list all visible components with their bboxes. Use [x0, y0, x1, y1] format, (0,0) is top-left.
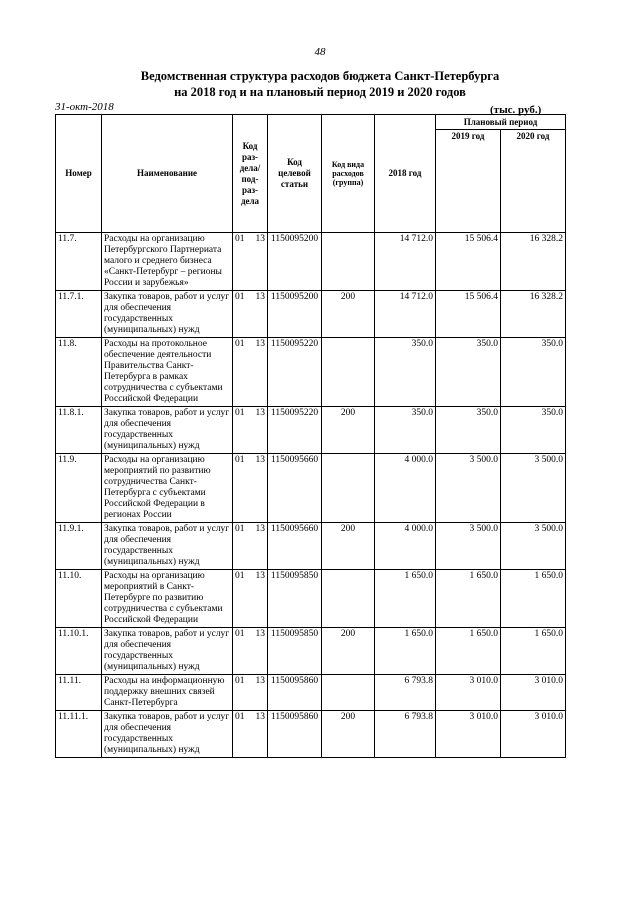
- row-2018: 350.0: [375, 407, 436, 454]
- document-title: [0, 68, 640, 100]
- row-target: 1150095860: [268, 675, 322, 711]
- row-section: [233, 407, 268, 454]
- row-name: Закупка товаров, работ и услуг для обеспечения государственных (муниципальных) нужд: [102, 407, 233, 454]
- row-subsection-code: 13: [255, 234, 265, 244]
- row-name: Расходы на организацию Петербургского Партнериата малого и среднего бизнеса «Санкт-Петербург – регионы России и зарубежья»: [102, 233, 233, 291]
- row-2019: 3 500.0: [436, 523, 501, 570]
- row-2018: 350.0: [375, 338, 436, 407]
- row-2020: 16 328.2: [501, 291, 566, 338]
- row-number: 11.10.: [56, 570, 102, 628]
- row-expense-type: 200: [322, 711, 375, 758]
- row-number: 11.8.1.: [56, 407, 102, 454]
- row-expense-type: 200: [322, 291, 375, 338]
- units-label: (тыс. руб.): [490, 104, 542, 116]
- row-2019: 15 506.4: [436, 233, 501, 291]
- row-2020: 350.0: [501, 407, 566, 454]
- row-target: 1150095850: [268, 628, 322, 675]
- row-2019: 1 650.0: [436, 570, 501, 628]
- table-row: [56, 291, 566, 338]
- row-2018: 6 793.8: [375, 675, 436, 711]
- row-name: Закупка товаров, работ и услуг для обеспечения государственных (муниципальных) нужд: [102, 523, 233, 570]
- row-subsection-code: 13: [255, 339, 265, 349]
- table-row: [56, 338, 566, 407]
- table-row: [56, 233, 566, 291]
- row-name: Расходы на организацию мероприятий по развитию сотрудничества Санкт-Петербурга с субъектами Российской Федерации в регионах России: [102, 454, 233, 523]
- row-name: Расходы на информационную поддержку внешних связей Санкт-Петербурга: [102, 675, 233, 711]
- header-planned-period: Плановый период: [436, 115, 566, 130]
- row-expense-type: [322, 454, 375, 523]
- header-number: Номер: [56, 115, 102, 233]
- row-expense-type: 200: [322, 628, 375, 675]
- row-2018: 6 793.8: [375, 711, 436, 758]
- header-target: Код целевой статьи: [268, 115, 322, 233]
- row-section-code: 01: [235, 292, 245, 302]
- page-number: 48: [314, 46, 326, 58]
- title-line-1: Ведомственная структура расходов бюджета Санкт-Петербурга: [140, 69, 500, 83]
- row-target: 1150095660: [268, 523, 322, 570]
- header-2020: 2020 год: [501, 130, 566, 233]
- row-2020: 350.0: [501, 338, 566, 407]
- row-2020: 1 650.0: [501, 628, 566, 675]
- row-2019: 3 010.0: [436, 675, 501, 711]
- row-name: Расходы на организацию мероприятий в Санкт-Петербурге по развитию сотрудничества с субъектами Российской Федерации: [102, 570, 233, 628]
- row-name: Закупка товаров, работ и услуг для обеспечения государственных (муниципальных) нужд: [102, 291, 233, 338]
- row-section: [233, 628, 268, 675]
- row-2019: 350.0: [436, 338, 501, 407]
- table-row: [56, 628, 566, 675]
- header-section: Код раз-дела/ под-раз-дела: [233, 115, 268, 233]
- row-2020: 3 500.0: [501, 454, 566, 523]
- row-number: 11.11.1.: [56, 711, 102, 758]
- row-subsection-code: 13: [255, 571, 265, 581]
- document-date: 31-окт-2018: [55, 101, 114, 113]
- row-section-code: 01: [235, 408, 245, 418]
- row-section-code: 01: [235, 629, 245, 639]
- row-subsection-code: 13: [255, 524, 265, 534]
- row-2018: 14 712.0: [375, 233, 436, 291]
- table-row: [56, 570, 566, 628]
- row-target: 1150095850: [268, 570, 322, 628]
- row-2019: 3 010.0: [436, 711, 501, 758]
- row-2018: 4 000.0: [375, 523, 436, 570]
- row-name: Закупка товаров, работ и услуг для обеспечения государственных (муниципальных) нужд: [102, 628, 233, 675]
- row-expense-type: [322, 570, 375, 628]
- row-number: 11.9.: [56, 454, 102, 523]
- row-expense-type: 200: [322, 523, 375, 570]
- row-section: [233, 523, 268, 570]
- header-expense-type: Код вида расходов (группа): [322, 115, 375, 233]
- table-row: [56, 523, 566, 570]
- row-target: 1150095200: [268, 233, 322, 291]
- row-subsection-code: 13: [255, 629, 265, 639]
- budget-table: [55, 114, 566, 758]
- row-2020: 1 650.0: [501, 570, 566, 628]
- row-subsection-code: 13: [255, 455, 265, 465]
- row-subsection-code: 13: [255, 408, 265, 418]
- row-section-code: 01: [235, 339, 245, 349]
- row-2019: 350.0: [436, 407, 501, 454]
- row-section-code: 01: [235, 571, 245, 581]
- row-number: 11.7.: [56, 233, 102, 291]
- row-target: 1150095220: [268, 338, 322, 407]
- row-section-code: 01: [235, 676, 245, 686]
- row-2018: 1 650.0: [375, 628, 436, 675]
- row-subsection-code: 13: [255, 676, 265, 686]
- row-target: 1150095200: [268, 291, 322, 338]
- row-2019: 1 650.0: [436, 628, 501, 675]
- row-section: [233, 711, 268, 758]
- header-2019: 2019 год: [436, 130, 501, 233]
- row-section-code: 01: [235, 234, 245, 244]
- row-number: 11.8.: [56, 338, 102, 407]
- row-number: 11.9.1.: [56, 523, 102, 570]
- row-target: 1150095660: [268, 454, 322, 523]
- row-2020: 3 010.0: [501, 675, 566, 711]
- row-number: 11.7.1.: [56, 291, 102, 338]
- row-name: Расходы на протокольное обеспечение деятельности Правительства Санкт-Петербурга в рамках сотрудничества с субъектами Российской Федерации: [102, 338, 233, 407]
- table-row: [56, 711, 566, 758]
- row-number: 11.10.1.: [56, 628, 102, 675]
- row-expense-type: [322, 338, 375, 407]
- header-name: Наименование: [102, 115, 233, 233]
- row-2020: 3 500.0: [501, 523, 566, 570]
- row-section: [233, 338, 268, 407]
- row-subsection-code: 13: [255, 292, 265, 302]
- row-2020: 3 010.0: [501, 711, 566, 758]
- row-target: 1150095860: [268, 711, 322, 758]
- row-2019: 3 500.0: [436, 454, 501, 523]
- row-subsection-code: 13: [255, 712, 265, 722]
- row-name: Закупка товаров, работ и услуг для обеспечения государственных (муниципальных) нужд: [102, 711, 233, 758]
- table-row: [56, 675, 566, 711]
- table-row: [56, 454, 566, 523]
- row-section: [233, 233, 268, 291]
- row-section-code: 01: [235, 524, 245, 534]
- row-2019: 15 506.4: [436, 291, 501, 338]
- row-expense-type: [322, 233, 375, 291]
- row-section: [233, 291, 268, 338]
- row-expense-type: 200: [322, 407, 375, 454]
- title-line-2: на 2018 год и на плановый период 2019 и 2020 годов: [174, 85, 466, 99]
- row-section: [233, 675, 268, 711]
- row-section: [233, 454, 268, 523]
- row-number: 11.11.: [56, 675, 102, 711]
- row-expense-type: [322, 675, 375, 711]
- row-2018: 4 000.0: [375, 454, 436, 523]
- header-2018: 2018 год: [375, 115, 436, 233]
- row-2018: 1 650.0: [375, 570, 436, 628]
- table-body: [56, 233, 566, 758]
- row-section-code: 01: [235, 455, 245, 465]
- row-2020: 16 328.2: [501, 233, 566, 291]
- row-target: 1150095220: [268, 407, 322, 454]
- row-2018: 14 712.0: [375, 291, 436, 338]
- table-row: [56, 407, 566, 454]
- row-section: [233, 570, 268, 628]
- row-section-code: 01: [235, 712, 245, 722]
